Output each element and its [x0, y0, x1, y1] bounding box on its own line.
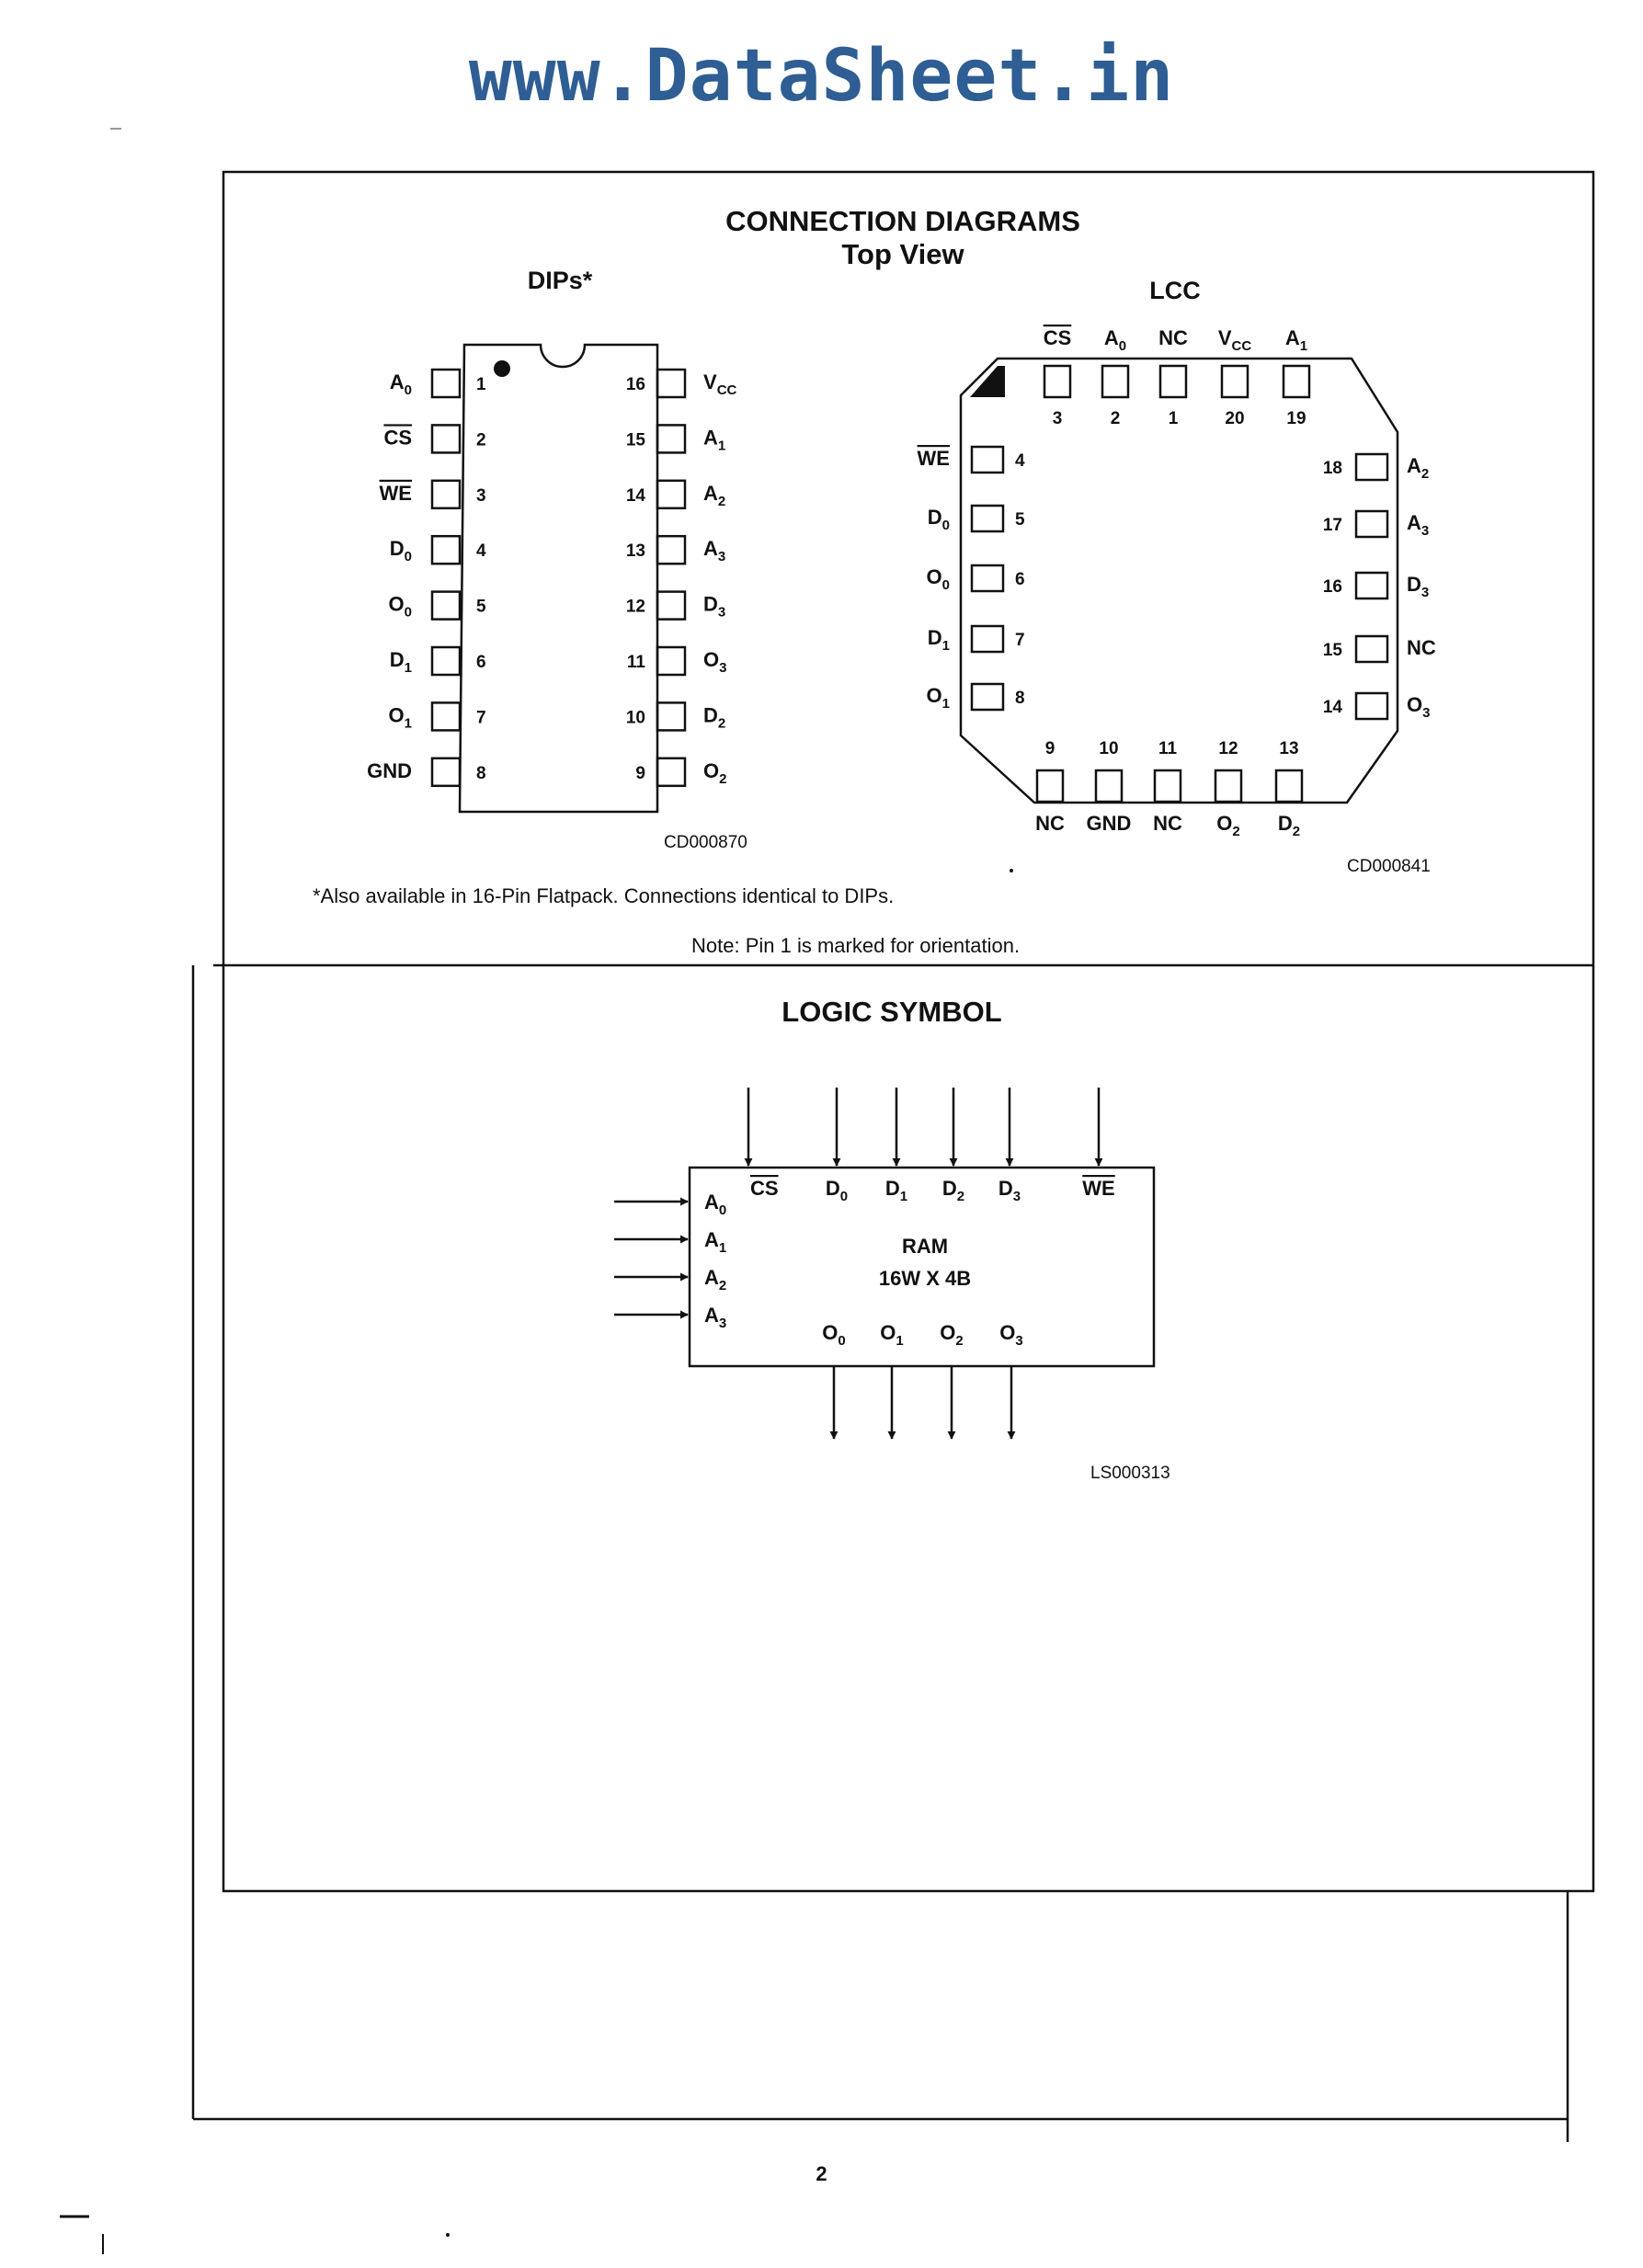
logic-address-a1 — [614, 1228, 726, 1256]
dip-pin-lead — [432, 481, 460, 508]
dip-pin-label-we: WE — [379, 481, 412, 505]
dip-pin-8 — [367, 758, 485, 786]
logic-input-d1 — [885, 1088, 907, 1204]
dip-pin-3 — [380, 481, 486, 508]
dip-pin-label-o2: $O_2$ — [703, 758, 727, 787]
dip-pin-number: 8 — [476, 763, 486, 783]
lcc-pin-pad — [1222, 366, 1248, 397]
logic-code: LS000313 — [1090, 1464, 1170, 1483]
dip-pin-number: 4 — [476, 541, 486, 562]
dip-pin-label-o0: $O_0$ — [388, 592, 412, 621]
lcc-pin-label-nc: NC — [1407, 636, 1436, 659]
orientation-note: Note: Pin 1 is marked for orientation. — [691, 934, 1021, 957]
lcc-pin-number: 16 — [1322, 577, 1342, 597]
logic-input-label: $D_3$ — [998, 1177, 1021, 1204]
lcc-code: CD000841 — [1347, 857, 1431, 876]
lcc-pin-label-a1: $A_1$ — [1284, 326, 1308, 354]
lcc-pin-5 — [928, 506, 1025, 533]
dip-pin-2 — [383, 425, 485, 452]
lcc-pin-pad — [1160, 366, 1186, 397]
lcc-pin-pad — [1356, 454, 1387, 480]
dip-pin-number: 13 — [625, 541, 645, 562]
dip-pin-lead — [657, 370, 685, 397]
lcc-pin-number: 8 — [1015, 689, 1025, 708]
lcc-pin-3 — [1044, 326, 1072, 428]
lcc-pin-number: 3 — [1052, 409, 1063, 428]
logic-input-label: $D_1$ — [884, 1177, 908, 1204]
lcc-pin-pad — [1096, 770, 1122, 802]
lcc-pin-label-o1: $O_1$ — [926, 684, 950, 712]
lcc-pin-label-o0: $O_0$ — [926, 565, 950, 593]
logic-address-label: $A_2$ — [704, 1266, 727, 1294]
logic-input-we — [1082, 1088, 1114, 1200]
dip-pin-label-d2: $D_2$ — [703, 703, 726, 732]
logic-input-label: $D_0$ — [825, 1177, 849, 1204]
lcc-pin-pad — [1276, 770, 1302, 802]
lcc-pin-label-cs: CS — [1043, 326, 1072, 349]
lcc-pin-label-d3: $D_3$ — [1407, 573, 1430, 600]
lcc-pin-number: 13 — [1279, 739, 1299, 758]
dip-pin-14 — [626, 481, 725, 509]
lcc-pin-label-nc: NC — [1153, 812, 1182, 835]
logic-input-d2 — [942, 1088, 964, 1204]
dip-pin-number: 11 — [626, 653, 645, 672]
lcc-pin-18 — [1323, 454, 1429, 482]
footnote: *Also available in 16-Pin Flatpack. Connections identical to DIPs. — [313, 884, 895, 907]
pin1-marker — [494, 360, 510, 377]
lcc-pins — [918, 326, 1436, 839]
logic-input-d0 — [826, 1088, 848, 1204]
lcc-pin-11 — [1153, 739, 1182, 835]
lcc-pin-label-we: WE — [917, 447, 950, 470]
top-view-subtitle: Top View — [841, 238, 964, 270]
lcc-pin-4 — [918, 447, 1025, 473]
lcc-pin-label-a3: $A_3$ — [1407, 511, 1430, 539]
dip-pin-16 — [626, 370, 737, 398]
lcc-pin-number: 20 — [1225, 409, 1245, 428]
logic-input-label: $D_2$ — [941, 1177, 965, 1204]
lcc-pin-pad — [972, 565, 1003, 591]
lcc-pin-pad — [1356, 636, 1387, 662]
lcc-pin-label-nc: NC — [1158, 326, 1188, 349]
dip-pin-lead — [657, 425, 685, 452]
lcc-pin-pad — [1284, 366, 1309, 397]
dip-pin-lead — [657, 536, 685, 564]
dip-title: DIPs* — [527, 267, 593, 294]
dip-pin-number: 1 — [476, 375, 486, 394]
page-number: 2 — [816, 2162, 827, 2185]
logic-output-o2 — [940, 1321, 963, 1439]
dip-code: CD000870 — [664, 833, 747, 852]
dip-pin-label-cs: CS — [383, 426, 412, 450]
lcc-pin-8 — [927, 684, 1025, 712]
lcc-pin-15 — [1323, 636, 1436, 662]
dip-pin-label-o1: $O_1$ — [388, 703, 412, 732]
lcc-pin-number: 18 — [1322, 459, 1342, 478]
lcc-pin-pad — [1155, 770, 1181, 802]
lcc-pin-number: 14 — [1322, 698, 1342, 717]
dip-pin-number: 10 — [625, 708, 645, 728]
lcc-pin-number: 19 — [1286, 409, 1306, 428]
dip-pin-10 — [626, 702, 725, 731]
logic-symbol-title: LOGIC SYMBOL — [782, 996, 1002, 1028]
logic-address-label: $A_1$ — [704, 1228, 727, 1256]
lcc-pin-14 — [1323, 693, 1431, 721]
lcc-pin-number: 7 — [1015, 631, 1025, 650]
dip-pin-lead — [657, 592, 685, 620]
logic-output-label: $O_0$ — [822, 1321, 846, 1349]
lcc-pin-10 — [1087, 739, 1132, 835]
lcc-pin-number: 17 — [1322, 516, 1342, 535]
lcc-pin-label-a0: $A_0$ — [1103, 326, 1127, 354]
connection-diagrams-title: CONNECTION DIAGRAMS — [725, 205, 1080, 237]
lcc-pin-number: 12 — [1218, 739, 1238, 758]
logic-address-a3 — [614, 1304, 726, 1331]
logic-output-label: $O_1$ — [880, 1321, 904, 1349]
lcc-pin-pad — [972, 506, 1003, 531]
lcc-pin-pad — [972, 626, 1003, 652]
outer-frame — [223, 172, 1593, 1891]
lcc-pin-1 — [1158, 326, 1188, 428]
lcc-pin-pad — [972, 447, 1003, 473]
lcc-pin-pad — [1356, 511, 1387, 537]
watermark: www.DataSheet.in — [468, 35, 1175, 118]
logic-output-label: $O_3$ — [999, 1321, 1023, 1349]
dip-pin-lead — [432, 425, 460, 452]
lcc-title: LCC — [1149, 277, 1201, 304]
dip-pin-lead — [657, 647, 685, 675]
dip-pin-15 — [626, 425, 725, 453]
dip-body — [460, 345, 657, 812]
logic-address-a0 — [614, 1191, 726, 1218]
lcc-pin-9 — [1035, 739, 1065, 835]
dip-pin-number: 5 — [476, 597, 486, 617]
dip-pin-number: 12 — [625, 597, 645, 617]
lcc-pin-label-o3: $O_3$ — [1407, 693, 1431, 721]
lcc-pin-2 — [1102, 326, 1128, 428]
lcc-pin-pad — [1356, 693, 1387, 719]
dip-pin-label-a0: $A_0$ — [389, 370, 412, 398]
lcc-pin-12 — [1215, 739, 1241, 839]
lcc-pin-label-gnd: GND — [1086, 812, 1132, 835]
lcc-pin-pad — [972, 684, 1003, 710]
lcc-pin-13 — [1276, 739, 1302, 839]
lcc-pin-label-d0: $D_0$ — [927, 506, 950, 533]
dip-pin-13 — [626, 536, 725, 564]
dip-package — [460, 345, 657, 812]
dip-pin-label-gnd: GND — [367, 758, 412, 782]
lcc-pin-pad — [1356, 573, 1387, 598]
dip-pin-lead — [432, 592, 460, 620]
lcc-pin-number: 2 — [1110, 409, 1121, 428]
logic-output-o0 — [822, 1321, 845, 1439]
lcc-pin-label-o2: $O_2$ — [1216, 812, 1240, 839]
lcc-pin-pad — [1102, 366, 1128, 397]
dip-pin-lead — [432, 758, 460, 786]
dip-pin-lead — [657, 481, 685, 508]
lcc-pin-7 — [928, 626, 1025, 654]
logic-address-a2 — [614, 1266, 726, 1294]
dip-pin-label-d1: $D_1$ — [389, 648, 412, 676]
logic-input-label: WE — [1082, 1177, 1115, 1200]
dip-pin-label-a2: $A_2$ — [703, 481, 726, 509]
dip-pin-lead — [657, 758, 685, 786]
logic-input-label: CS — [750, 1177, 779, 1200]
dip-pin-label-d0: $D_0$ — [389, 537, 412, 565]
dip-pin-number: 9 — [635, 763, 645, 783]
lcc-pin-16 — [1323, 573, 1429, 600]
dip-pin-lead — [432, 536, 460, 564]
logic-address-label: $A_3$ — [704, 1304, 727, 1331]
lcc-pin-number: 4 — [1015, 451, 1025, 471]
dip-pin-lead — [432, 647, 460, 675]
dip-pin-lead — [432, 702, 460, 730]
lcc-pin-number: 5 — [1015, 510, 1025, 530]
dip-pin-9 — [635, 758, 726, 787]
dip-pin-label-a1: $A_1$ — [703, 426, 726, 454]
lcc-pin-17 — [1323, 511, 1429, 539]
dip-pin-label-a3: $A_3$ — [703, 537, 726, 565]
lcc-pin-20 — [1218, 326, 1252, 428]
dip-pin-6 — [390, 647, 486, 676]
lcc-pin-19 — [1284, 326, 1309, 428]
dip-pin-number: 3 — [476, 485, 486, 506]
logic-address-label: $A_0$ — [704, 1191, 727, 1218]
dip-pin-number: 7 — [476, 708, 486, 728]
dip-pin-1 — [390, 370, 486, 398]
lcc-pin-label-a2: $A_2$ — [1407, 454, 1430, 482]
lcc-pin-number: 9 — [1044, 739, 1055, 758]
dip-pin-number: 15 — [625, 430, 645, 450]
lcc-pin-label-vcc: $V_{CC}$ — [1217, 326, 1252, 354]
dip-pin-5 — [389, 592, 486, 621]
lcc-pin-number: 6 — [1015, 570, 1025, 589]
dip-pin-lead — [657, 702, 685, 730]
dip-pin-number: 16 — [625, 375, 645, 394]
logic-input-d3 — [998, 1088, 1021, 1204]
dip-pin-number: 14 — [625, 485, 645, 506]
logic-output-label: $O_2$ — [940, 1321, 964, 1349]
dip-pin-4 — [390, 536, 486, 564]
dip-pin-label-d3: $D_3$ — [703, 592, 726, 621]
ram-label: RAM — [901, 1235, 949, 1258]
lcc-pin-6 — [927, 565, 1025, 593]
dip-pin-number: 2 — [476, 430, 486, 450]
ram-size: 16W X 4B — [878, 1267, 972, 1290]
logic-output-o3 — [999, 1321, 1022, 1439]
lcc-pin-number: 10 — [1099, 739, 1119, 758]
dip-pin-12 — [626, 592, 725, 621]
logic-output-o1 — [880, 1321, 903, 1439]
dip-pin-label-vcc: $V_{CC}$ — [703, 370, 737, 398]
lcc-pin-label-d2: $D_2$ — [1277, 812, 1301, 839]
lcc-pin-number: 1 — [1168, 409, 1179, 428]
lcc-pin-number: 15 — [1322, 641, 1342, 660]
logic-input-cs — [748, 1088, 779, 1200]
lcc-pin-label-d1: $D_1$ — [927, 626, 950, 654]
dip-pin-lead — [432, 370, 460, 397]
lcc-pin-pad — [1215, 770, 1241, 802]
dip-pin-11 — [627, 647, 727, 676]
lcc-pin-pad — [1037, 770, 1063, 802]
dip-pins — [367, 370, 736, 787]
lcc-pin-pad — [1044, 366, 1070, 397]
lcc-pin-label-nc: NC — [1035, 812, 1065, 835]
dip-pin-number: 6 — [476, 653, 486, 672]
dip-pin-7 — [389, 702, 486, 731]
dip-pin-label-o3: $O_3$ — [703, 648, 727, 676]
lcc-pin-number: 11 — [1158, 739, 1178, 758]
